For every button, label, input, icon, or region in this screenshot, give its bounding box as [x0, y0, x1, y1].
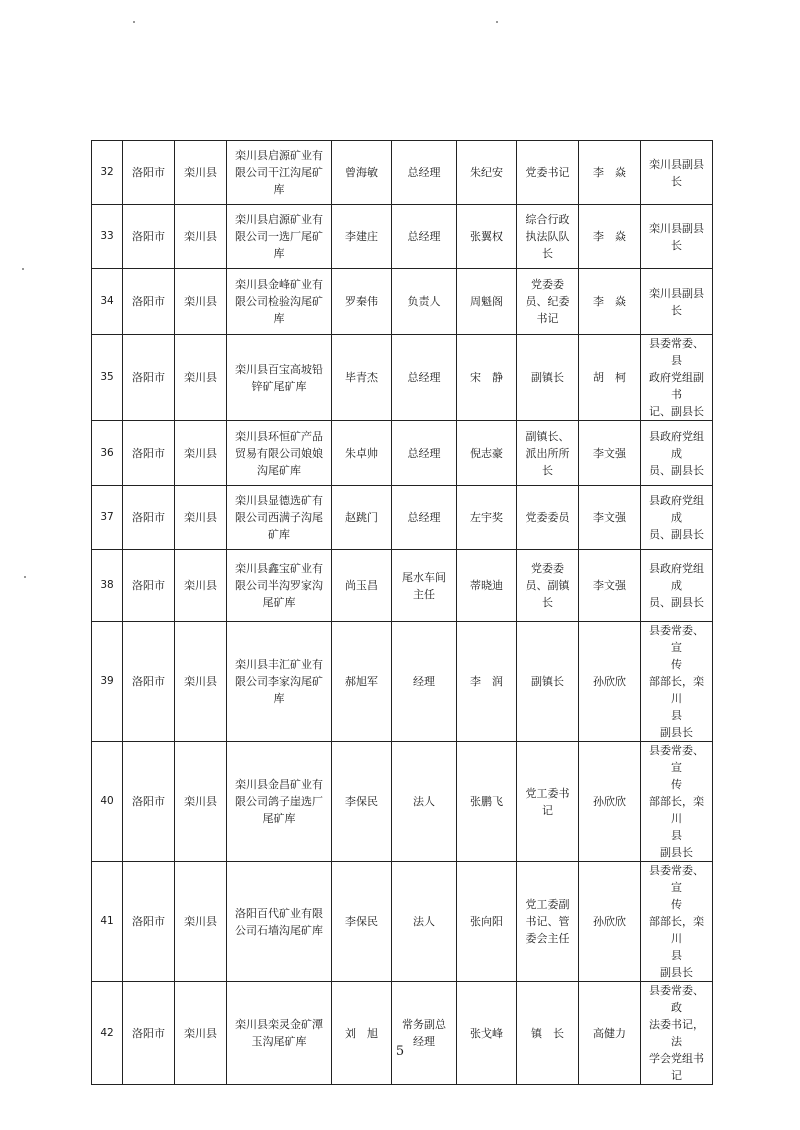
county-title-cell: 县政府党组成 员、副县长	[641, 486, 713, 550]
county-title-cell: 县委常委、宣 传 部部长，栾川 县 副县长	[641, 862, 713, 982]
county-person-cell: 李文强	[579, 486, 641, 550]
row-number: 32	[92, 141, 123, 205]
county-cell: 栾川县	[175, 550, 227, 622]
township-title-cell: 综合行政 执法队队 长	[517, 205, 579, 269]
unit-cell: 栾川县显德选矿有 限公司西满子沟尾 矿库	[227, 486, 332, 550]
township-person-cell: 倪志豪	[457, 421, 517, 486]
unit-cell: 栾川县丰汇矿业有 限公司李家沟尾矿 库	[227, 622, 332, 742]
township-person-cell: 李 润	[457, 622, 517, 742]
city-cell: 洛阳市	[123, 421, 175, 486]
enterprise-person-cell: 尚玉昌	[332, 550, 392, 622]
township-person-cell: 周魁阁	[457, 269, 517, 335]
county-title-cell: 栾川县副县长	[641, 141, 713, 205]
county-cell: 栾川县	[175, 205, 227, 269]
county-cell: 栾川县	[175, 335, 227, 421]
county-title-cell: 县委常委、县 政府党组副书 记、副县长	[641, 335, 713, 421]
township-person-cell: 张向阳	[457, 862, 517, 982]
row-number: 42	[92, 982, 123, 1085]
scan-speck	[133, 21, 135, 23]
unit-cell: 栾川县金昌矿业有 限公司鸽子崖选厂 尾矿库	[227, 742, 332, 862]
township-title-cell: 党委委员	[517, 486, 579, 550]
county-cell: 栾川县	[175, 622, 227, 742]
city-cell: 洛阳市	[123, 862, 175, 982]
enterprise-title-cell: 负责人	[392, 269, 457, 335]
row-number: 35	[92, 335, 123, 421]
table-row	[92, 269, 713, 335]
unit-cell: 洛阳百代矿业有限 公司石墙沟尾矿库	[227, 862, 332, 982]
county-cell: 栾川县	[175, 141, 227, 205]
row-number: 40	[92, 742, 123, 862]
enterprise-person-cell: 李保民	[332, 862, 392, 982]
row-number: 39	[92, 622, 123, 742]
county-person-cell: 孙欣欣	[579, 742, 641, 862]
county-cell: 栾川县	[175, 982, 227, 1085]
enterprise-person-cell: 曾海敏	[332, 141, 392, 205]
table-row	[92, 335, 713, 421]
unit-cell: 栾川县环恒矿产品 贸易有限公司娘娘 沟尾矿库	[227, 421, 332, 486]
enterprise-person-cell: 赵跳门	[332, 486, 392, 550]
city-cell: 洛阳市	[123, 742, 175, 862]
enterprise-person-cell: 刘 旭	[332, 982, 392, 1085]
enterprise-title-cell: 经理	[392, 622, 457, 742]
unit-cell: 栾川县启源矿业有 限公司一选厂尾矿 库	[227, 205, 332, 269]
unit-cell: 栾川县百宝高坡铅 锌矿尾矿库	[227, 335, 332, 421]
county-cell: 栾川县	[175, 486, 227, 550]
county-cell: 栾川县	[175, 862, 227, 982]
row-number: 38	[92, 550, 123, 622]
county-person-cell: 胡 柯	[579, 335, 641, 421]
county-person-cell: 李文强	[579, 421, 641, 486]
enterprise-title-cell: 法人	[392, 862, 457, 982]
table-row	[92, 141, 713, 205]
enterprise-person-cell: 李保民	[332, 742, 392, 862]
enterprise-title-cell: 尾水车间 主任	[392, 550, 457, 622]
township-title-cell: 副镇长	[517, 622, 579, 742]
unit-cell: 栾川县启源矿业有 限公司干江沟尾矿 库	[227, 141, 332, 205]
township-title-cell: 党委委 员、副镇 长	[517, 550, 579, 622]
county-title-cell: 县政府党组成 员、副县长	[641, 421, 713, 486]
township-person-cell: 蒂晓迪	[457, 550, 517, 622]
county-title-cell: 栾川县副县长	[641, 205, 713, 269]
enterprise-title-cell: 总经理	[392, 421, 457, 486]
enterprise-title-cell: 总经理	[392, 141, 457, 205]
county-title-cell: 县委常委、政 法委书记，法 学会党组书记	[641, 982, 713, 1085]
enterprise-title-cell: 总经理	[392, 486, 457, 550]
township-person-cell: 朱纪安	[457, 141, 517, 205]
table-row	[92, 982, 713, 1085]
county-person-cell: 李 焱	[579, 205, 641, 269]
township-person-cell: 张鹏飞	[457, 742, 517, 862]
city-cell: 洛阳市	[123, 622, 175, 742]
enterprise-person-cell: 李建庄	[332, 205, 392, 269]
township-title-cell: 镇 长	[517, 982, 579, 1085]
enterprise-person-cell: 毕青杰	[332, 335, 392, 421]
township-title-cell: 党委书记	[517, 141, 579, 205]
enterprise-person-cell: 罗秦伟	[332, 269, 392, 335]
county-title-cell: 县委常委、宣 传 部部长，栾川 县 副县长	[641, 742, 713, 862]
township-title-cell: 党工委副 书记、管 委会主任	[517, 862, 579, 982]
unit-cell: 栾川县鑫宝矿业有 限公司半沟罗家沟 尾矿库	[227, 550, 332, 622]
row-number: 37	[92, 486, 123, 550]
table-row	[92, 486, 713, 550]
scan-speck	[22, 268, 24, 270]
county-person-cell: 孙欣欣	[579, 862, 641, 982]
city-cell: 洛阳市	[123, 269, 175, 335]
enterprise-person-cell: 郝旭军	[332, 622, 392, 742]
city-cell: 洛阳市	[123, 486, 175, 550]
township-title-cell: 党委委 员、纪委 书记	[517, 269, 579, 335]
city-cell: 洛阳市	[123, 550, 175, 622]
county-title-cell: 县委常委、宣 传 部部长，栾川 县 副县长	[641, 622, 713, 742]
scan-speck	[24, 576, 26, 578]
township-person-cell: 宋 静	[457, 335, 517, 421]
table-row	[92, 742, 713, 862]
township-person-cell: 左宇奖	[457, 486, 517, 550]
row-number: 34	[92, 269, 123, 335]
township-person-cell: 张戈峰	[457, 982, 517, 1085]
township-title-cell: 副镇长	[517, 335, 579, 421]
city-cell: 洛阳市	[123, 141, 175, 205]
table-row	[92, 421, 713, 486]
county-title-cell: 县政府党组成 员、副县长	[641, 550, 713, 622]
county-title-cell: 栾川县副县长	[641, 269, 713, 335]
unit-cell: 栾川县金峰矿业有 限公司检验沟尾矿 库	[227, 269, 332, 335]
county-cell: 栾川县	[175, 421, 227, 486]
enterprise-title-cell: 常务副总 经理	[392, 982, 457, 1085]
county-cell: 栾川县	[175, 269, 227, 335]
county-person-cell: 孙欣欣	[579, 622, 641, 742]
row-number: 36	[92, 421, 123, 486]
county-cell: 栾川县	[175, 742, 227, 862]
city-cell: 洛阳市	[123, 982, 175, 1085]
tailings-responsibility-table	[91, 140, 713, 1085]
city-cell: 洛阳市	[123, 205, 175, 269]
table-row	[92, 622, 713, 742]
row-number: 41	[92, 862, 123, 982]
enterprise-person-cell: 朱卓帅	[332, 421, 392, 486]
county-person-cell: 李 焱	[579, 269, 641, 335]
township-title-cell: 副镇长、 派出所所 长	[517, 421, 579, 486]
table-row	[92, 550, 713, 622]
row-number: 33	[92, 205, 123, 269]
enterprise-title-cell: 法人	[392, 742, 457, 862]
scan-speck	[496, 21, 498, 23]
county-person-cell: 高健力	[579, 982, 641, 1085]
county-person-cell: 李文强	[579, 550, 641, 622]
unit-cell: 栾川县栾灵金矿潭 玉沟尾矿库	[227, 982, 332, 1085]
table-row	[92, 862, 713, 982]
township-title-cell: 党工委书 记	[517, 742, 579, 862]
county-person-cell: 李 焱	[579, 141, 641, 205]
city-cell: 洛阳市	[123, 335, 175, 421]
page-number: 5	[395, 1044, 405, 1059]
township-person-cell: 张翼权	[457, 205, 517, 269]
table-row	[92, 205, 713, 269]
enterprise-title-cell: 总经理	[392, 335, 457, 421]
enterprise-title-cell: 总经理	[392, 205, 457, 269]
